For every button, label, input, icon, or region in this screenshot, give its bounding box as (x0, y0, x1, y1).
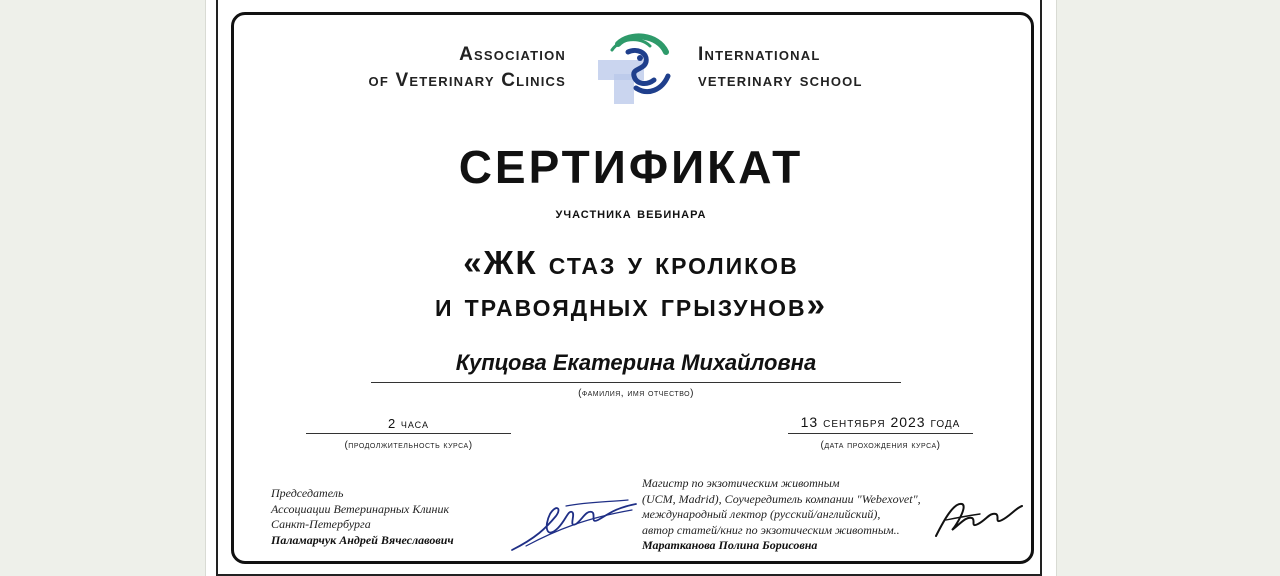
name-underline (371, 382, 901, 383)
course-duration: 2 часа (388, 416, 429, 431)
course-date: 13 сентября 2023 года (800, 414, 961, 430)
duration-underline (306, 433, 511, 434)
certificate-title: СЕРТИФИКАТ (458, 141, 804, 193)
left-signatory (271, 486, 501, 548)
right-org-line-2: veterinary school (698, 70, 863, 91)
left-signatory-line: Ассоциации Ветеринарных Клиник (271, 501, 450, 516)
course-title-line-1: «ЖК стаз у кроликов (463, 244, 799, 281)
right-signatory-line: (UCM, Madrid), Соучередитель компании "Webexovet", (642, 491, 921, 506)
veterinary-logo-icon (596, 30, 676, 106)
left-signatory-line: Председатель (271, 486, 344, 500)
date-underline (788, 433, 973, 434)
certificate-sheet (205, 0, 1057, 576)
left-signature-image (506, 488, 641, 558)
participant-name: Купцова Екатерина Михайловна (455, 350, 817, 375)
participant-caption: (фамилия, имя отчество) (578, 388, 694, 399)
right-signatory-line: автор статей/книг по экзотическим животным.. (642, 522, 900, 537)
right-signatory-line: международный лектор (русский/английский), (642, 507, 881, 521)
right-organization (698, 42, 998, 94)
left-signatory-name: Паламарчук Андрей Вячеславович (271, 532, 454, 547)
left-org-line-1: Association (459, 44, 566, 65)
right-signatory-name: Маратканова Полина Борисовна (642, 538, 818, 552)
course-title (206, 242, 1056, 326)
right-signatory (642, 476, 972, 554)
left-org-line-2: of Veterinary Clinics (368, 70, 566, 91)
certificate-subtitle: участника вебинара (555, 205, 707, 222)
left-organization (296, 42, 566, 94)
right-org-line-1: International (698, 44, 821, 65)
date-caption: (дата прохождения курса) (820, 440, 941, 451)
right-signatory-line: Магистр по экзотическим животным (642, 476, 840, 490)
left-signatory-line: Санкт-Петербурга (271, 517, 371, 531)
duration-caption: (продолжительность курса) (344, 440, 473, 451)
course-title-line-2: и травоядных грызунов» (434, 286, 828, 323)
right-signature-image (926, 490, 1026, 542)
